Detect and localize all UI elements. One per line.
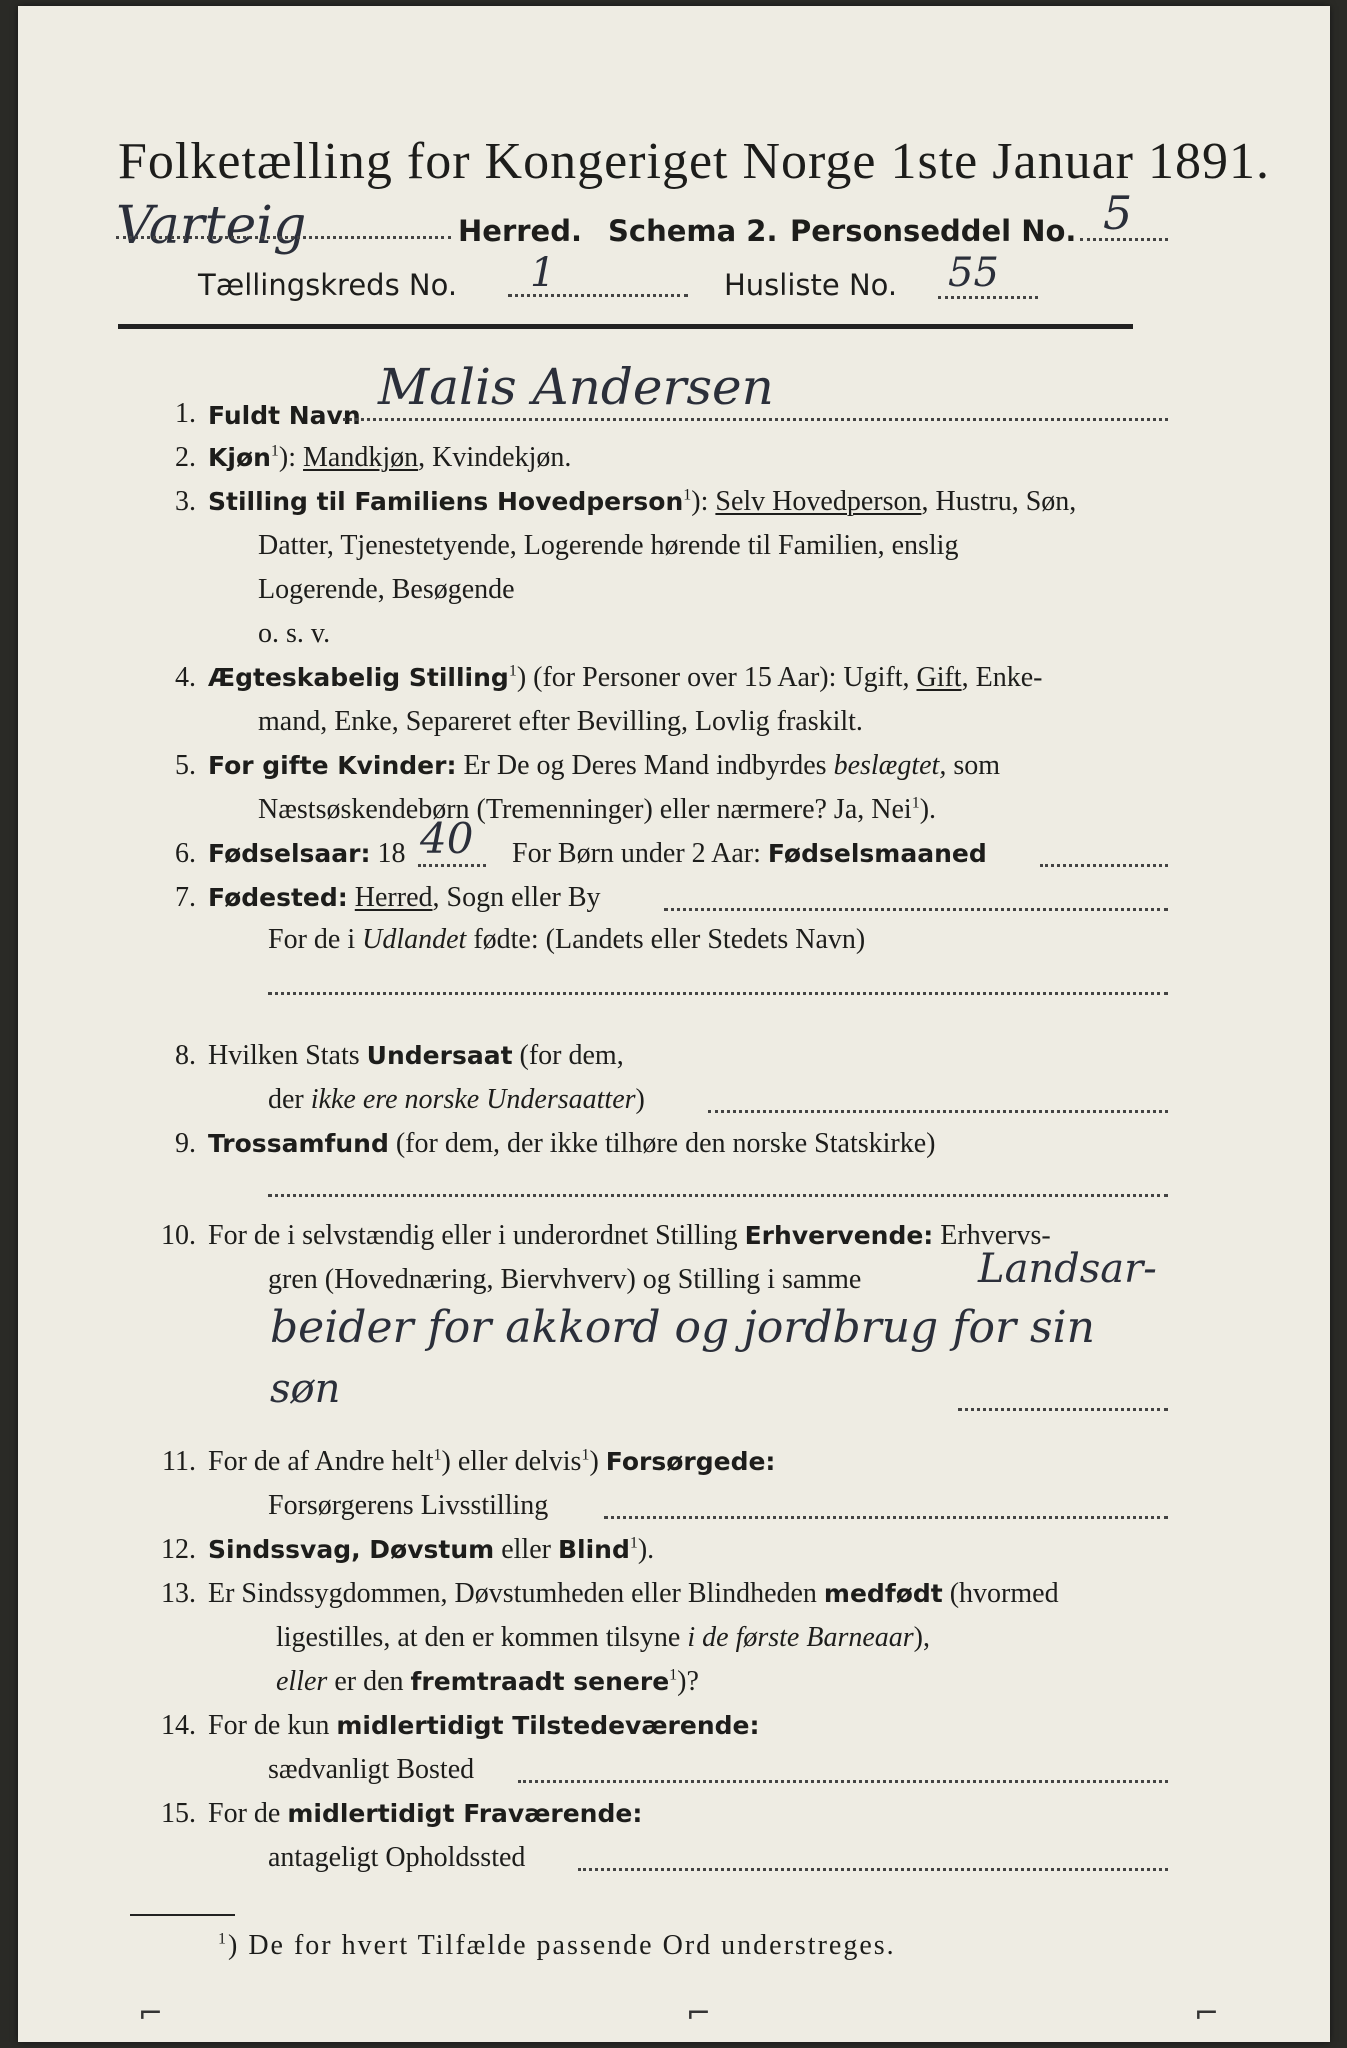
q9-dotted-line xyxy=(268,1194,1168,1197)
q3-after: , Hustru, Søn, xyxy=(921,486,1077,517)
q9-line xyxy=(208,1128,935,1160)
q3-line1 xyxy=(208,486,1076,518)
q12-end: ). xyxy=(637,1534,655,1565)
q15-dotted-line xyxy=(578,1868,1168,1871)
q14-line1b: midlertidigt Tilstedeværende: xyxy=(336,1711,760,1740)
q11-line1b: ) eller delvis xyxy=(441,1446,582,1477)
q9-number: 9. xyxy=(175,1128,196,1159)
q6-label2: Fødselsmaaned xyxy=(767,839,987,868)
q3-number: 3. xyxy=(175,486,196,517)
q2-line xyxy=(208,442,571,474)
q11-line1: For de af Andre helt$^1$) eller delvis$^1$) Forsørgede: xyxy=(208,1446,776,1477)
q5-end: ). xyxy=(919,794,937,825)
q7-selected: Herred xyxy=(354,882,433,913)
q2-option-kvindekjon: , Kvindekjøn. xyxy=(418,442,572,473)
q3-sup: 1 xyxy=(683,486,692,504)
q15-line1b: midlertidigt Fraværende: xyxy=(287,1799,643,1828)
q7-line2a: For de i xyxy=(268,924,356,955)
header-rule xyxy=(118,324,1133,329)
form-title: Folketælling for Kongeriget Norge 1ste Januar 1891. xyxy=(118,133,1270,190)
personseddel-dotted-line xyxy=(1080,238,1168,241)
q4-rest: ) (for Personer over 15 Aar): Ugift, xyxy=(516,662,910,693)
q1-label: Fuldt Navn xyxy=(208,401,361,430)
q10-line1a: For de i selvstændig eller i underordnet Stilling xyxy=(208,1220,738,1251)
q8-line2b: ikke ere norske Undersaatter xyxy=(310,1084,636,1115)
q1-number: 1. xyxy=(175,398,196,429)
q4-label: Ægteskabelig Stilling xyxy=(208,663,509,692)
q3-line3: Logerende, Besøgende xyxy=(258,574,515,605)
q8-number: 8. xyxy=(175,1040,196,1071)
q13-line3d: )? xyxy=(677,1666,699,1697)
q4-number: 4. xyxy=(175,662,196,693)
q1-dotted-line xyxy=(343,418,1168,421)
q2-option-mandkjon: Mandkjøn xyxy=(303,442,419,473)
q7-dotted-line1 xyxy=(664,908,1168,911)
husliste-dotted-line xyxy=(938,296,1038,299)
q2-rest: ): xyxy=(278,442,297,473)
corner-mark-left: ⌐ xyxy=(138,1996,164,2031)
q5-italic: beslægtet, xyxy=(833,750,947,781)
q12-label2: Blind xyxy=(557,1535,630,1564)
q6-mid: For Børn under 2 Aar: xyxy=(512,838,761,869)
footnote-sup: 1 xyxy=(218,1930,228,1948)
kreds-value: 1 xyxy=(530,250,556,296)
q8-line2 xyxy=(268,1084,645,1116)
q10-dotted-line xyxy=(958,1408,1168,1411)
q2-label: Kjøn xyxy=(208,443,271,472)
q10-line1b: Erhvervende: xyxy=(744,1221,934,1250)
q5-line2 xyxy=(258,794,936,826)
q2-sup: 1 xyxy=(270,442,279,460)
q5-number: 5. xyxy=(175,750,196,781)
q7-line2b: Udlandet xyxy=(362,924,467,955)
q8-line1c: (for dem, xyxy=(519,1040,624,1071)
q13-line1b: medfødt xyxy=(823,1579,943,1608)
q6-answer: 40 xyxy=(420,814,474,863)
q11-line1c: ) xyxy=(589,1446,599,1477)
footnote xyxy=(218,1930,896,1962)
q7-line2c: fødte: xyxy=(473,924,539,955)
corner-mark-right: ⌐ xyxy=(1194,1996,1220,2031)
q14-line1 xyxy=(208,1710,760,1742)
q6-line xyxy=(208,838,406,870)
q11-label: Forsørgede: xyxy=(605,1447,776,1476)
q14-line1a: For de kun xyxy=(208,1710,330,1741)
q2-number: 2. xyxy=(175,442,196,473)
q7-line2d: (Landets eller Stedets Navn) xyxy=(545,924,866,955)
herred-dotted-line xyxy=(116,236,451,239)
q8-line1b: Undersaat xyxy=(366,1041,513,1070)
husliste-label: Husliste No. xyxy=(724,268,898,302)
q11-line1a: For de af Andre helt xyxy=(208,1446,434,1477)
q7-line2 xyxy=(268,924,865,956)
kreds-dotted-line xyxy=(508,294,688,297)
q9-rest: (for dem, der ikke tilhøre den norske Statskirke) xyxy=(395,1128,936,1159)
schema-label: Schema 2. xyxy=(608,214,778,248)
q12-number: 12. xyxy=(161,1534,196,1565)
q13-line2c: ), xyxy=(913,1622,930,1653)
q5-rest: Er De og Deres Mand indbyrdes xyxy=(463,750,827,781)
q14-line2: sædvanligt Bosted xyxy=(268,1754,475,1785)
personseddel-value: 5 xyxy=(1103,186,1133,240)
q4-selected: Gift xyxy=(916,662,962,693)
q13-number: 13. xyxy=(161,1578,196,1609)
q3-rest: ): xyxy=(691,486,709,517)
q10-line1 xyxy=(208,1220,1051,1252)
q10-line2: gren (Hovednæring, Biervhverv) og Stilling i samme xyxy=(268,1264,862,1295)
q10-answer1: Landsar- xyxy=(978,1246,1157,1292)
q11-line2: Forsørgerens Livsstilling xyxy=(268,1490,549,1521)
q15-line1 xyxy=(208,1798,642,1830)
q13-line3c: fremtraadt senere xyxy=(410,1667,670,1696)
q9-label: Trossamfund xyxy=(208,1129,389,1158)
q7-label: Fødested: xyxy=(208,883,348,912)
q7-number: 7. xyxy=(175,882,196,913)
q6-month-dotted-line xyxy=(1040,864,1168,867)
q7-line1 xyxy=(208,882,601,914)
q6-year-dotted-line xyxy=(418,864,486,867)
q6-number: 6. xyxy=(175,838,196,869)
q3-label: Stilling til Familiens Hovedperson xyxy=(208,487,684,516)
q11-number: 11. xyxy=(162,1446,196,1477)
q8-line1 xyxy=(208,1040,624,1072)
q13-line1 xyxy=(208,1578,1059,1610)
q12-label: Sindssvag, Døvstum xyxy=(208,1535,495,1564)
corner-mark-center: ⌐ xyxy=(686,1996,712,2031)
q13-line3: eller er den fremtraadt senere$^1$)? xyxy=(276,1666,699,1697)
q4-line2: mand, Enke, Separeret efter Bevilling, Lovlig fraskilt. xyxy=(258,706,863,737)
q8-line2a: der xyxy=(268,1084,304,1115)
q4-sup: 1 xyxy=(508,662,517,680)
q12-line: Sindssvag, Døvstum eller Blind$^1$). xyxy=(208,1534,655,1565)
q8-line1a: Hvilken Stats xyxy=(208,1040,360,1071)
q1-answer: Malis Andersen xyxy=(378,358,774,416)
q13-line2a: ligestilles, at den er kommen tilsyne xyxy=(276,1622,681,1653)
q10-line1c: Erhvervs- xyxy=(940,1220,1051,1251)
q6-prefix: 18 xyxy=(377,838,406,869)
q10-answer3: søn xyxy=(270,1366,341,1412)
q14-dotted-line xyxy=(518,1780,1168,1783)
q7-dotted-line2 xyxy=(268,992,1168,995)
q5-sup: 1 xyxy=(911,794,920,812)
q8-line2c: ) xyxy=(635,1084,645,1115)
kreds-label: Tællingskreds No. xyxy=(198,268,458,302)
q7-after: , Sogn eller By xyxy=(432,882,601,913)
q1-line xyxy=(208,400,361,432)
q12-rest: eller xyxy=(501,1534,551,1565)
q6-label: Fødselsaar: xyxy=(208,839,371,868)
q15-line2: antageligt Opholdssted xyxy=(268,1842,526,1873)
q11-dotted-line xyxy=(604,1516,1168,1519)
q13-line3a: eller xyxy=(276,1666,328,1697)
q3-line4: o. s. v. xyxy=(258,618,331,649)
footnote-text: ) De for hvert Tilfælde passende Ord understreges. xyxy=(228,1930,896,1961)
census-form-page xyxy=(18,6,1330,2042)
q13-line1a: Er Sindssygdommen, Døvstumheden eller Blindheden xyxy=(208,1578,817,1609)
q5-after: som xyxy=(953,750,1001,781)
q4-line1 xyxy=(208,662,1042,694)
personseddel-label: Personseddel No. xyxy=(790,214,1077,248)
q10-number: 10. xyxy=(161,1220,196,1251)
q14-number: 14. xyxy=(161,1710,196,1741)
footnote-rule xyxy=(130,1914,235,1916)
q6-line-right xyxy=(512,838,987,870)
q13-line2 xyxy=(276,1622,930,1654)
q8-dotted-line xyxy=(708,1110,1168,1113)
husliste-value: 55 xyxy=(948,250,999,296)
herred-label: Herred. xyxy=(458,214,582,248)
q10-answer2: beider for akkord og jordbrug for sin xyxy=(270,1302,1095,1353)
q13-line3b: er den xyxy=(334,1666,404,1697)
q5-line1 xyxy=(208,750,1000,782)
q5-line2-text: Næstsøskendebørn (Tremenninger) eller nærmere? Ja, Nei xyxy=(258,794,912,825)
q13-line2b: i de første Barneaar xyxy=(687,1622,914,1653)
q15-number: 15. xyxy=(161,1798,196,1829)
q13-line1c: (hvormed xyxy=(949,1578,1059,1609)
q4-after: , Enke- xyxy=(961,662,1043,693)
q3-selected: Selv Hovedperson xyxy=(715,486,922,517)
q5-label: For gifte Kvinder: xyxy=(208,751,457,780)
q3-line2: Datter, Tjenestetyende, Logerende hørende til Familien, enslig xyxy=(258,530,959,561)
herred-value: Varteig xyxy=(116,196,307,256)
q15-line1a: For de xyxy=(208,1798,281,1829)
